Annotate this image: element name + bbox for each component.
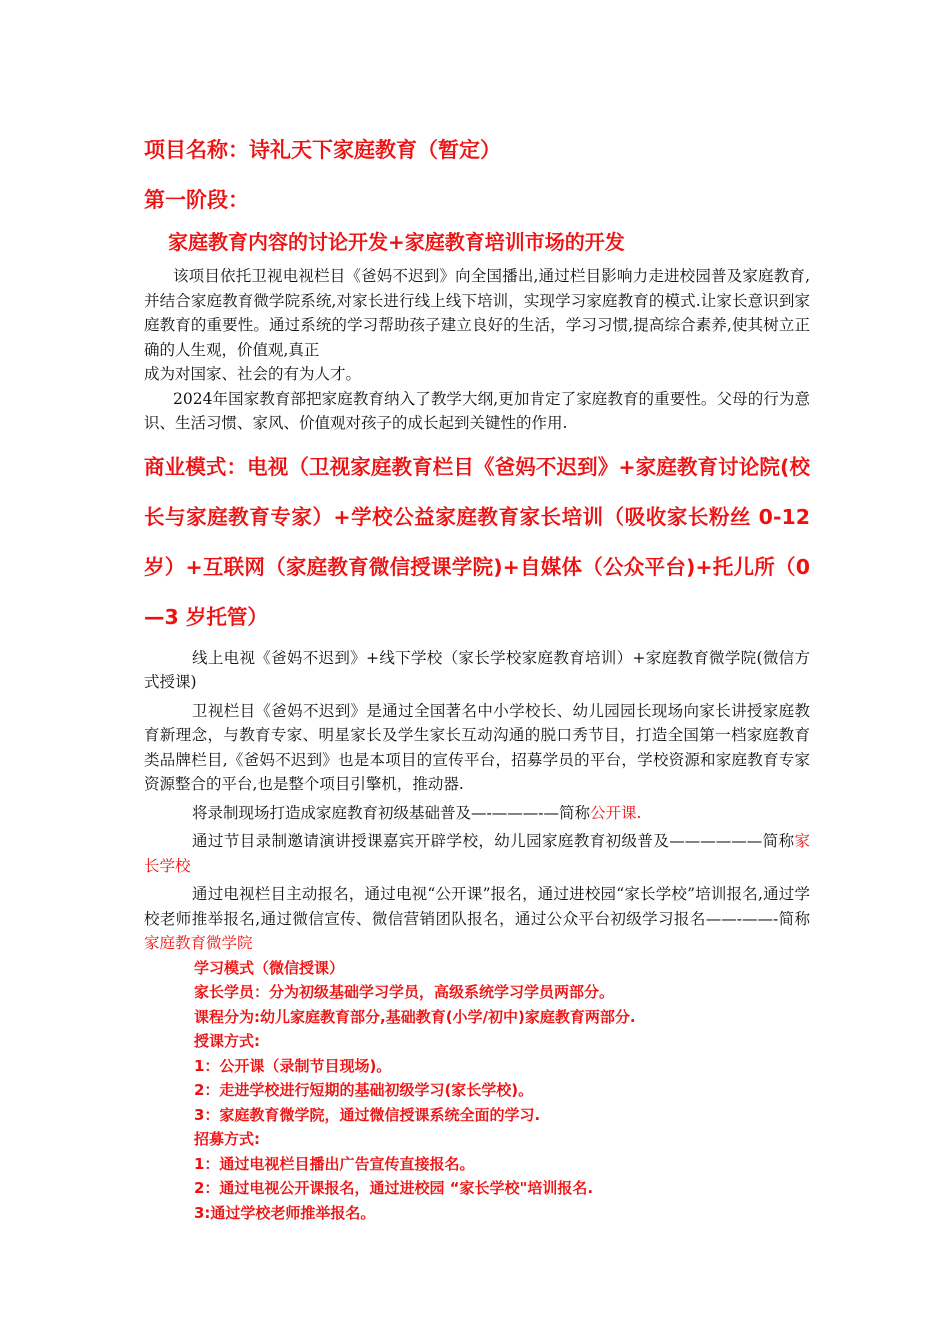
open-class-term: 公开课.	[589, 803, 642, 822]
parent-school-text: 通过节目录制邀请演讲授课嘉宾开辟学校，幼儿园家庭教育初级普及——————简称	[192, 832, 795, 850]
online-offline-paragraph: 线上电视《爸妈不迟到》+线下学校（家长学校家庭教育培训）+家庭教育微学院(微信方式授课)	[144, 648, 810, 691]
detail-line: 授课方式:	[194, 1032, 260, 1050]
phase-subtitle: 家庭教育内容的讨论开发+家庭教育培训市场的开发	[168, 230, 625, 254]
detail-line: 学习模式（微信授课）	[194, 958, 345, 977]
detail-line: 2：走进学校进行短期的基础初级学习(家长学校)。	[194, 1081, 534, 1099]
policy-paragraph: 2024年国家教育部把家庭教育纳入了教学大纲,更加肯定了家庭教育的重要性。父母的行为意识、生活习惯、家风、价值观对孩子的成长起到关键性的作用.	[144, 389, 810, 432]
detail-line: 1：通过电视栏目播出广告宣传直接报名。	[194, 1154, 475, 1173]
document-page	[144, 128, 810, 1225]
open-class-text: 将录制现场打造成家庭教育初级基础普及—-———-—简称	[192, 803, 590, 822]
detail-line: 2：通过电视公开课报名，通过进校园 “家长学校"培训报名.	[194, 1179, 594, 1197]
project-title: 项目名称：诗礼天下家庭教育（暂定）	[144, 138, 501, 162]
parent-school-paragraph	[144, 829, 810, 878]
micro-college-paragraph	[144, 882, 810, 956]
detail-line: 招募方式:	[194, 1130, 260, 1148]
program-paragraph: 卫视栏目《爸妈不迟到》是通过全国著名中小学校长、幼儿园园长现场向家长讲授家庭教育新理念，与教育专家、明星家长及学生家长互动沟通的脱口秀节目，打造全国第一档家庭教育类品牌栏目,《爸妈不迟到》也是本项目的宣传平台，招募学员的平台，学校资源和家庭教育专家资源整合的平台,也是整个项目引擎机，推动器.	[144, 701, 810, 793]
micro-college-term: 家庭教育微学院	[144, 934, 253, 952]
micro-college-text: 通过电视栏目主动报名，通过电视“公开课”报名，通过进校园“家长学校”培训报名,通过学校老师推举报名,通过微信宣传、微信营销团队报名，通过公众平台初级学习报名——-——-简称	[144, 885, 810, 928]
intro-paragraph-end: 成为对国家、社会的有为人才。	[144, 365, 362, 383]
detail-line: 1：公开课（录制节目现场)。	[194, 1056, 392, 1075]
detail-line: 3:通过学校老师推举报名。	[194, 1203, 376, 1222]
phase-title: 第一阶段：	[144, 188, 249, 212]
detail-line: 课程分为:幼儿家庭教育部分,基础教育(小学/初中)家庭教育两部分.	[194, 1007, 636, 1026]
parent-school-term: 家长学校	[144, 832, 810, 875]
open-class-paragraph	[144, 801, 810, 826]
detail-line: 3：家庭教育微学院，通过微信授课系统全面的学习.	[194, 1105, 541, 1124]
intro-paragraph: 该项目依托卫视电视栏目《爸妈不迟到》向全国播出,通过栏目影响力走进校园普及家庭教育,并结合家庭教育微学院系统,对家长进行线上线下培训，实现学习家庭教育的模式.让家长意识到家庭教育的重要性。通过系统的学习帮助孩子建立良好的生活，学习习惯,提高综合素养,使其树立正确的人生观，价值观,真正	[144, 267, 810, 359]
business-model-heading: 商业模式：电视（卫视家庭教育栏目《爸妈不迟到》+家庭教育讨论院(校长与家庭教育专家）+学校公益家庭教育家长培训（吸收家长粉丝 0-12 岁）+互联网（家庭教育微信授课学院)+自媒体（公众平台)+托儿所（0—3 岁托管）	[144, 454, 810, 629]
detail-line: 家长学员：分为初级基础学习学员，高级系统学习学员两部分。	[194, 983, 615, 1001]
